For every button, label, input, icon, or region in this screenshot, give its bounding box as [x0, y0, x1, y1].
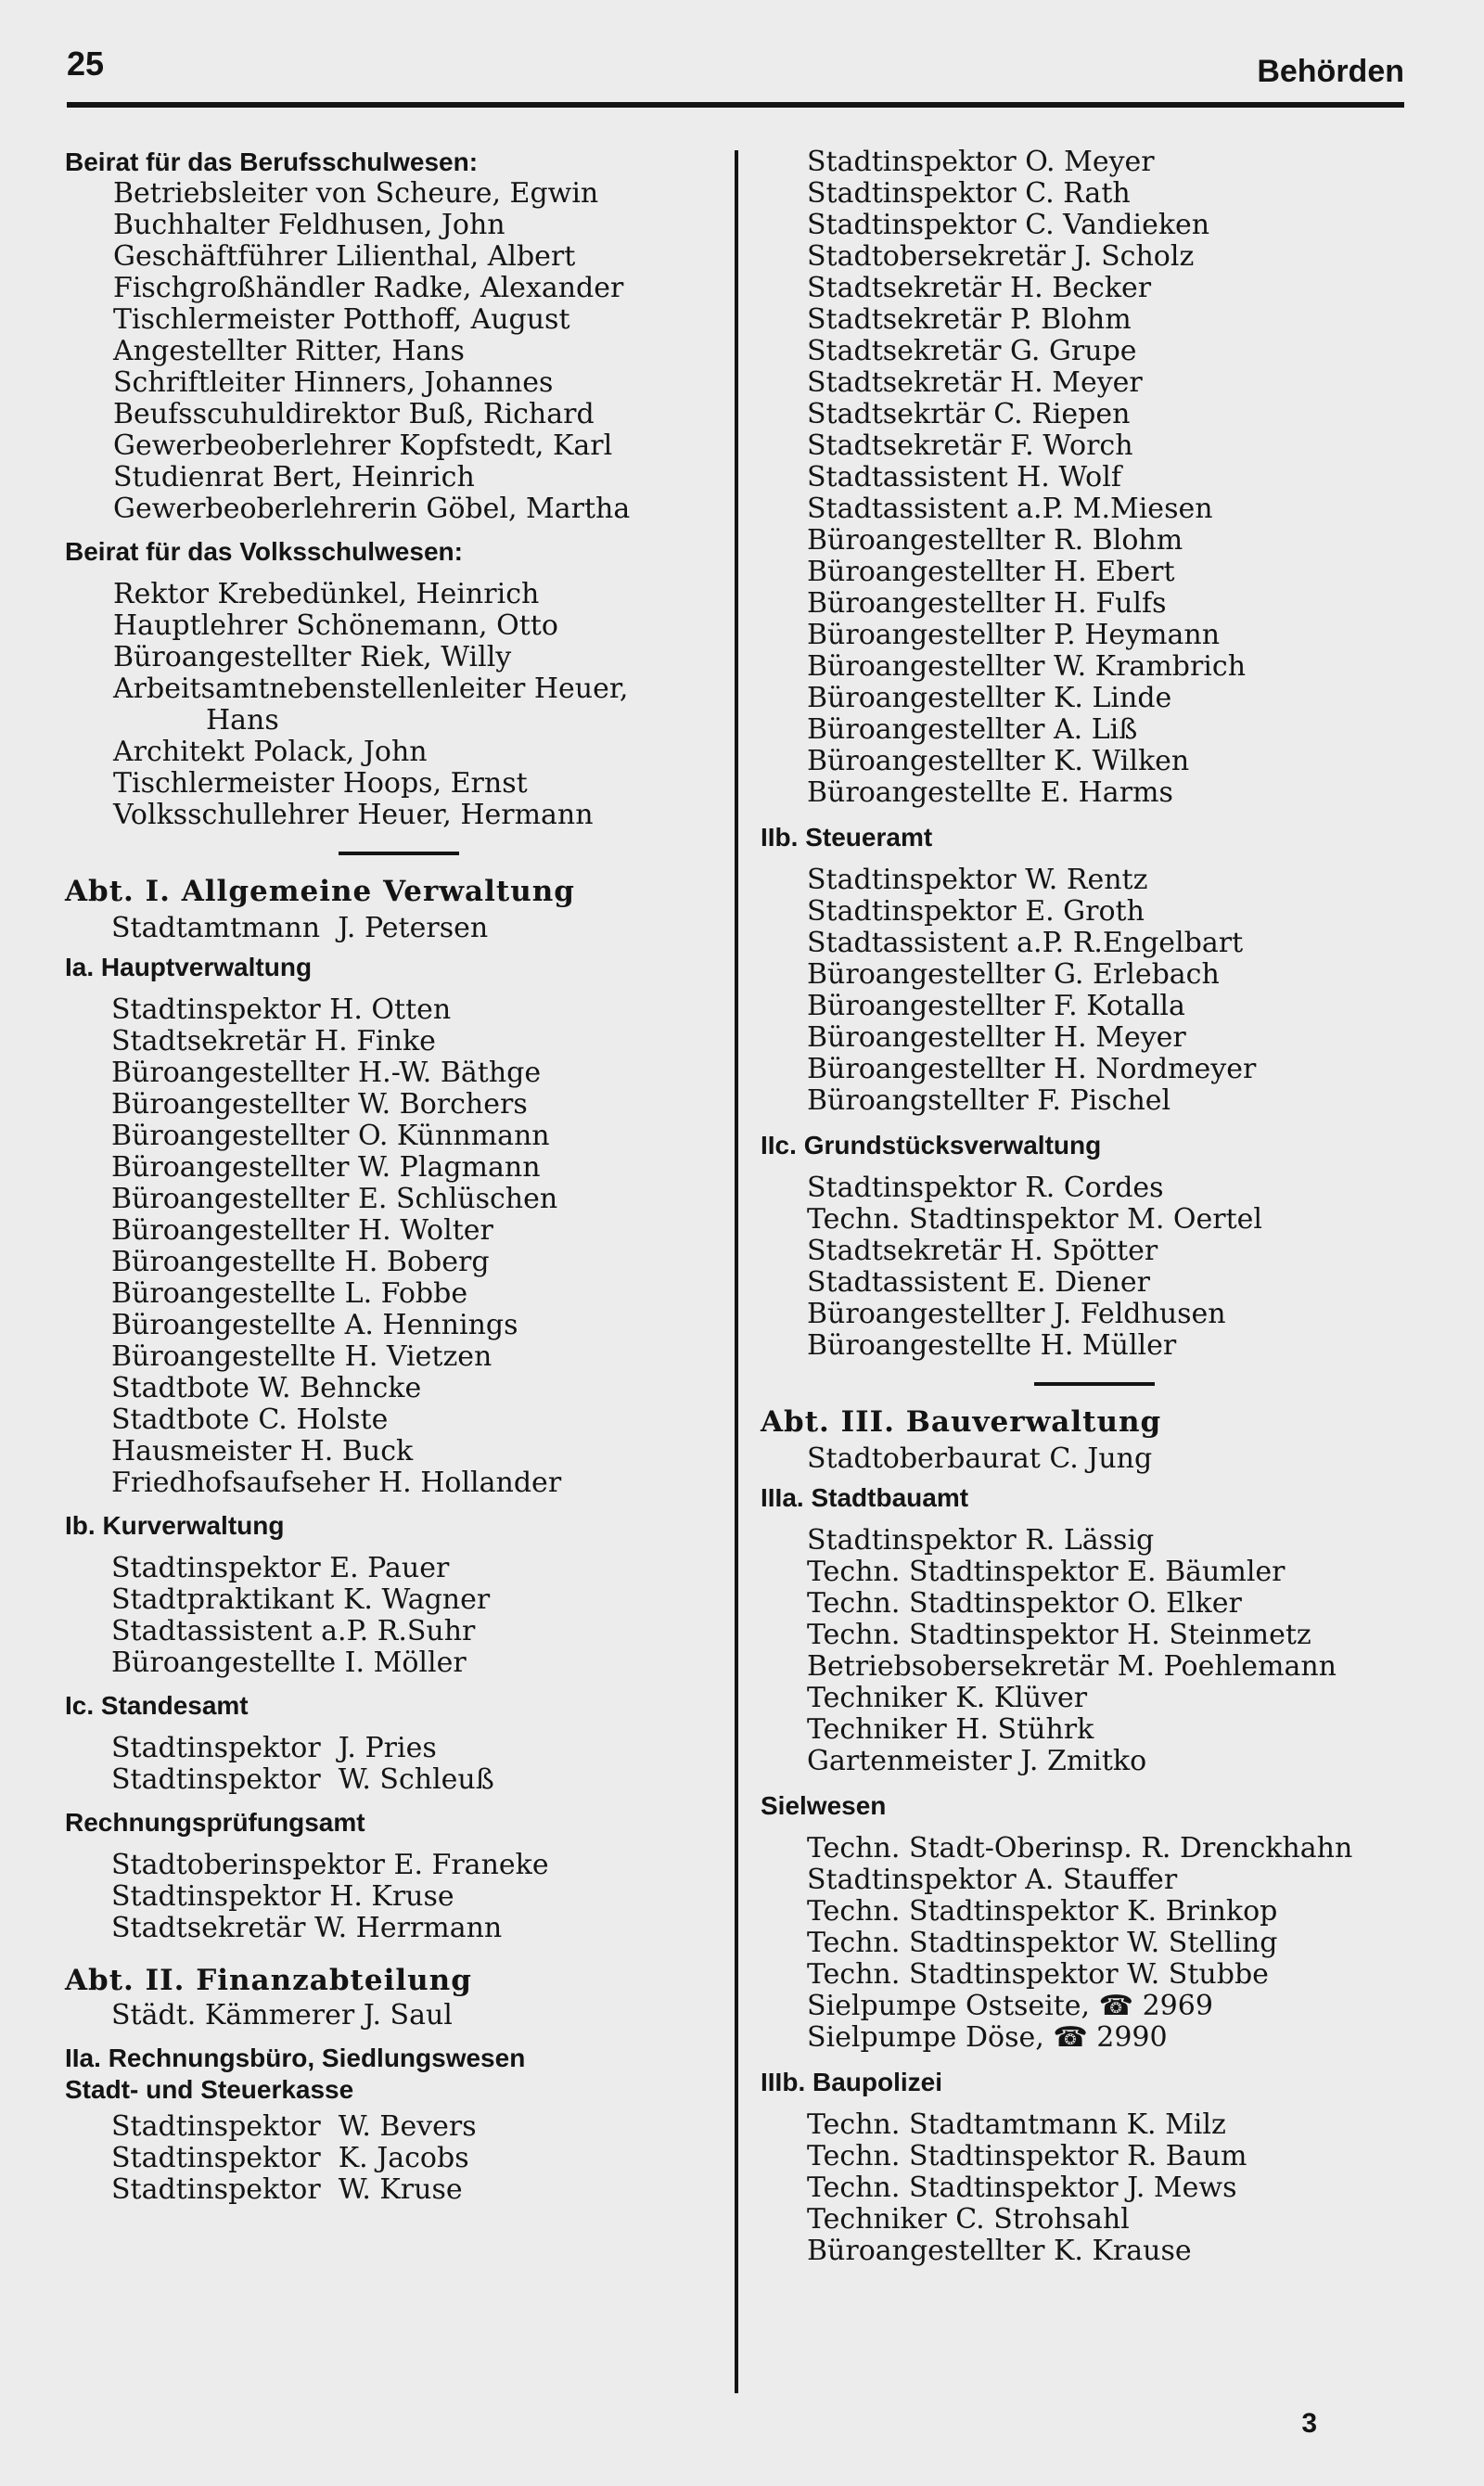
- list-item: Stadtoberinspektor E. Franeke: [111, 1849, 549, 1881]
- list-item: Stadtassistent H. Wolf: [807, 461, 1121, 493]
- list-item: Büroangestellte H. Vietzen: [111, 1340, 493, 1373]
- list-iia: [65, 2111, 733, 2206]
- list-item: Angestellter Ritter, Hans: [113, 335, 465, 367]
- list-item: Stadtbote W. Behncke: [111, 1372, 422, 1404]
- phone-number: 2990: [1096, 2021, 1168, 2054]
- list-item: Friedhofsaufseher H. Hollander: [111, 1467, 562, 1499]
- list-item: Stadtsekretär H. Finke: [111, 1025, 436, 1057]
- list-item: Techn. Stadtinspektor J. Mews: [807, 2172, 1237, 2204]
- list-item: Stadtpraktikant K. Wagner: [111, 1583, 491, 1616]
- right-column: [761, 147, 1428, 2267]
- list-item: Büroangestellte H. Boberg: [111, 1246, 490, 1278]
- heading-rechnungspruefungsamt: Rechnungsprüfungsamt: [65, 1808, 365, 1837]
- header-rule: [67, 102, 1404, 108]
- phone-entry: [761, 1991, 1428, 2022]
- list-rechnungspruefungsamt: [65, 1850, 733, 1944]
- heading-volksschulwesen: Beirat für das Volksschulwesen:: [65, 537, 463, 566]
- list-item: Techn. Stadtinspektor R. Baum: [807, 2140, 1247, 2172]
- list-item: Büroangestellter G. Erlebach: [807, 958, 1220, 991]
- list-item: Büroangestellter H.-W. Bäthge: [111, 1057, 542, 1089]
- page-number: 25: [67, 45, 105, 83]
- heading-ia: Ia. Hauptverwaltung: [65, 953, 313, 981]
- list-iiia: [761, 1525, 1428, 1777]
- list-item: Büroangestellter H. Wolter: [111, 1214, 493, 1247]
- list-volksschulwesen: [65, 579, 733, 705]
- list-ib: [65, 1553, 733, 1679]
- list-item: Büroangestellter Riek, Willy: [113, 641, 512, 673]
- list-item: Techn. Stadt-Oberinsp. R. Drenckhahn: [807, 1832, 1353, 1864]
- list-item: Büroangestellter K. Linde: [807, 682, 1172, 714]
- list-item: Stadtinspektor W. Bevers: [111, 2110, 477, 2143]
- left-column: [65, 147, 733, 2206]
- list-ic: [65, 1733, 733, 1796]
- list-item: Hausmeister H. Buck: [111, 1435, 414, 1467]
- list-iiib: [761, 2109, 1428, 2267]
- phone-number: 2969: [1142, 1990, 1213, 2022]
- list-ia: [65, 994, 733, 1499]
- corner-number: 3: [1301, 2408, 1317, 2439]
- column-divider: [735, 150, 738, 2393]
- list-item: Stadtinspektor K. Jacobs: [111, 2142, 469, 2174]
- list-item: Stadtinspektor H. Otten: [111, 993, 452, 1026]
- list-iib: [761, 865, 1428, 1117]
- list-item: Stadtinspektor C. Vandieken: [807, 209, 1210, 241]
- heading-iia: IIa. Rechnungsbüro, Siedlungswesen: [65, 2044, 526, 2072]
- heading-ib: Ib. Kurverwaltung: [65, 1511, 285, 1540]
- heading-ic: Ic. Standesamt: [65, 1691, 249, 1720]
- list-item: Stadtassistent a.P. R.Suhr: [111, 1615, 476, 1647]
- list-item: Büroangestellter H. Nordmeyer: [807, 1053, 1257, 1085]
- list-item: Techniker H. Stührk: [807, 1713, 1094, 1746]
- list-item: Gewerbeoberlehrerin Göbel, Martha: [113, 493, 631, 525]
- list-iic: [761, 1173, 1428, 1362]
- heading-abt-2: Abt. II. Finanzabteilung: [65, 1964, 472, 1997]
- list-item: Arbeitsamtnebenstellenleiter Heuer,: [113, 673, 629, 705]
- heading-iiib: IIIb. Baupolizei: [761, 2068, 943, 2096]
- list-item: Tischlermeister Hoops, Ernst: [113, 767, 528, 800]
- list-item: Stadtassistent a.P. R.Engelbart: [807, 927, 1244, 959]
- list-item: Rektor Krebedünkel, Heinrich: [113, 578, 540, 610]
- list-item: Techn. Stadtinspektor E. Bäumler: [807, 1556, 1286, 1588]
- list-berufsschulwesen: [65, 178, 733, 525]
- list-item: Hans: [206, 704, 279, 737]
- list-item: Stadtassistent E. Diener: [807, 1266, 1150, 1299]
- heading-iiia: IIIa. Stadtbauamt: [761, 1483, 969, 1512]
- list-item: Stadtsekretär H. Becker: [807, 272, 1152, 304]
- list-item: Büroangestellter H. Fulfs: [807, 587, 1167, 620]
- list-item: Stadtinspektor R. Cordes: [807, 1172, 1164, 1204]
- list-item: Stadtinspektor R. Lässig: [807, 1524, 1155, 1557]
- list-item: Stadtsekretär H. Meyer: [807, 366, 1143, 399]
- list-item: Stadtbote C. Holste: [111, 1403, 389, 1436]
- telephone-icon: ☎: [1098, 1990, 1134, 2022]
- department-head: Stadtoberbaurat C. Jung: [807, 1442, 1153, 1475]
- list-item: Büroangestellter H. Meyer: [807, 1021, 1186, 1054]
- list-item: Stadtinspektor W. Kruse: [111, 2173, 463, 2206]
- list-item: Architekt Polack, John: [113, 736, 428, 768]
- list-item: Büroangestellte H. Müller: [807, 1329, 1177, 1362]
- department-head: Städt. Kämmerer J. Saul: [111, 1999, 453, 2031]
- list-item: Büroangestellter W. Borchers: [111, 1088, 528, 1121]
- phone-entry: [761, 2022, 1428, 2054]
- list-item: Stadtobersekretär J. Scholz: [807, 240, 1195, 273]
- heading-berufsschulwesen: Beirat für das Berufsschulwesen:: [65, 147, 479, 176]
- heading-abt-3: Abt. III. Bauverwaltung: [761, 1405, 1162, 1439]
- separator: [1034, 1382, 1155, 1386]
- list-item: Büroangestellter K. Krause: [807, 2235, 1192, 2267]
- list-item: Techn. Stadtinspektor M. Oertel: [807, 1203, 1263, 1236]
- list-item: Stadtinspektor H. Kruse: [111, 1880, 454, 1913]
- list-sielwesen: [761, 1833, 1428, 1991]
- list-item: Stadtinspektor E. Pauer: [111, 1552, 450, 1584]
- heading-abt-1: Abt. I. Allgemeine Verwaltung: [65, 875, 575, 908]
- list-item: Techniker C. Strohsahl: [807, 2203, 1130, 2236]
- list-item: Büroangestellte E. Harms: [807, 776, 1173, 809]
- pump-label: Sielpumpe Ostseite,: [807, 1990, 1091, 2022]
- separator: [339, 852, 459, 855]
- pump-label: Sielpumpe Döse,: [807, 2021, 1044, 2054]
- list-item: Stadtsekretär G. Grupe: [807, 335, 1137, 367]
- list-item: Techniker K. Klüver: [807, 1682, 1088, 1714]
- heading-iia-2: Stadt- und Steuerkasse: [65, 2075, 354, 2104]
- list-item: Büroangestellte L. Fobbe: [111, 1277, 468, 1310]
- list-item: Betriebsleiter von Scheure, Egwin: [113, 177, 599, 210]
- list-item: Büroangestellter J. Feldhusen: [807, 1298, 1226, 1330]
- list-item: Fischgroßhändler Radke, Alexander: [113, 272, 624, 304]
- list-item: Stadtsekretär F. Worch: [807, 429, 1133, 462]
- list-item: Techn. Stadtinspektor K. Brinkop: [807, 1895, 1278, 1928]
- list-item: Techn. Stadtinspektor W. Stubbe: [807, 1958, 1269, 1991]
- list-item: Stadtassistent a.P. M.Miesen: [807, 493, 1213, 525]
- list-item: Büroangestellte I. Möller: [111, 1647, 467, 1679]
- list-item: Büroangstellter F. Pischel: [807, 1084, 1171, 1117]
- heading-iib: IIb. Steueramt: [761, 823, 933, 852]
- list-item: Buchhalter Feldhusen, John: [113, 209, 505, 241]
- list-item: Techn. Stadtinspektor W. Stelling: [807, 1927, 1278, 1959]
- list-item: Gartenmeister J. Zmitko: [807, 1745, 1147, 1777]
- list-item: Volksschullehrer Heuer, Hermann: [113, 799, 594, 831]
- list-item: Büroangestellter E. Schlüschen: [111, 1183, 558, 1215]
- list-item: Büroangestellte A. Hennings: [111, 1309, 518, 1341]
- list-item: Stadtinspektor W. Rentz: [807, 864, 1148, 896]
- list-item: Stadtinspektor O. Meyer: [807, 146, 1155, 178]
- list-item: Geschäftführer Lilienthal, Albert: [113, 240, 576, 273]
- page-header: [67, 41, 1404, 102]
- list-item: Büroangestellter W. Plagmann: [111, 1151, 541, 1184]
- list-item: Büroangestellter H. Ebert: [807, 556, 1175, 588]
- list-item: Büroangestellter O. Künnmann: [111, 1120, 550, 1152]
- list-item: Stadtinspektor W. Schleuß: [111, 1763, 494, 1796]
- list-item: Büroangestellter P. Heymann: [807, 619, 1221, 651]
- list-item: Stadtinspektor C. Rath: [807, 177, 1131, 210]
- list-item: Stadtsekretär H. Spötter: [807, 1235, 1158, 1267]
- list-volksschulwesen-2: [65, 737, 733, 831]
- list-iia-continued: [761, 147, 1428, 809]
- list-item: Büroangestellter A. Liß: [807, 713, 1138, 746]
- list-item: Beufsscuhuldirektor Buß, Richard: [113, 398, 595, 430]
- list-item: Gewerbeoberlehrer Kopfstedt, Karl: [113, 429, 613, 462]
- telephone-icon: ☎: [1053, 2021, 1088, 2054]
- list-item: Stadtinspektor A. Stauffer: [807, 1864, 1178, 1896]
- list-item: Stadtinspektor E. Groth: [807, 895, 1145, 928]
- list-item: Büroangestellter F. Kotalla: [807, 990, 1185, 1022]
- list-item: Hauptlehrer Schönemann, Otto: [113, 609, 558, 642]
- list-item: Büroangestellter K. Wilken: [807, 745, 1190, 777]
- list-item: Büroangestellter W. Krambrich: [807, 650, 1247, 683]
- department-head: Stadtamtmann J. Petersen: [111, 912, 489, 944]
- heading-sielwesen: Sielwesen: [761, 1791, 887, 1820]
- section-title: Behörden: [1257, 54, 1404, 89]
- list-item: Büroangestellter R. Blohm: [807, 524, 1183, 557]
- list-item: Betriebsobersekretär M. Poehlemann: [807, 1650, 1337, 1683]
- list-item: Stadtsekretär P. Blohm: [807, 303, 1132, 336]
- list-item: Tischlermeister Potthoff, August: [113, 303, 570, 336]
- list-item: Techn. Stadtinspektor H. Steinmetz: [807, 1619, 1311, 1651]
- list-item: Studienrat Bert, Heinrich: [113, 461, 475, 493]
- list-item: Techn. Stadtinspektor O. Elker: [807, 1587, 1242, 1620]
- list-item: Schriftleiter Hinners, Johannes: [113, 366, 554, 399]
- list-item: Stadtsekretär W. Herrmann: [111, 1912, 503, 1944]
- heading-iic: IIc. Grundstücksverwaltung: [761, 1131, 1102, 1160]
- list-item: Stadtinspektor J. Pries: [111, 1732, 437, 1764]
- list-item: Stadtsekrtär C. Riepen: [807, 398, 1131, 430]
- list-item: Techn. Stadtamtmann K. Milz: [807, 2108, 1226, 2141]
